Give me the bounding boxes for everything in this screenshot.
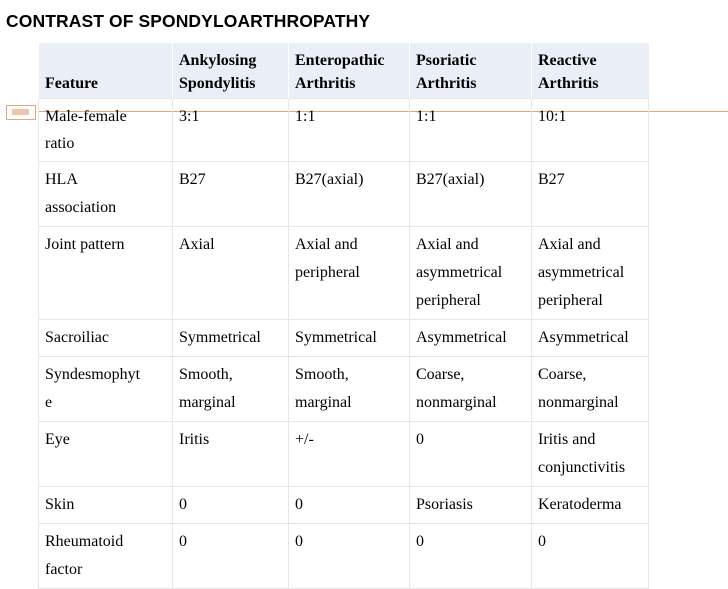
cell-text: 3:1: [179, 108, 200, 125]
table-row: [39, 162, 649, 227]
table-cell: [410, 227, 532, 320]
table-cell: [532, 162, 649, 227]
cell-text: 0: [295, 496, 303, 513]
cell-text: 1:1: [295, 108, 316, 125]
column-header: [532, 43, 649, 99]
cell-text: peripheral: [416, 292, 481, 309]
table-cell: [289, 487, 410, 524]
cell-text: +/-: [295, 431, 314, 448]
table-cell: [532, 227, 649, 320]
cell-text: HLA: [45, 171, 78, 188]
table-cell: [410, 487, 532, 524]
comparison-table: [38, 43, 649, 589]
column-header-text: Spondylitis: [179, 75, 256, 92]
cell-text: B27(axial): [416, 171, 485, 188]
slide-title: CONTRAST OF SPONDYLOARTHROPATHY: [6, 11, 371, 31]
cell-text: peripheral: [295, 264, 360, 281]
cell-text: Asymmetrical: [416, 329, 507, 346]
table-row: [39, 422, 649, 487]
cell-text: Coarse,: [538, 366, 587, 383]
cell-text: marginal: [295, 394, 352, 411]
cell-text: asymmetrical: [416, 264, 503, 281]
cell-text: 0: [179, 496, 187, 513]
cell-text: e: [45, 394, 53, 411]
table-cell: [410, 524, 532, 589]
column-header: [173, 43, 289, 99]
feature-cell: [39, 487, 173, 524]
table-cell: [289, 162, 410, 227]
cell-text: Symmetrical: [295, 329, 377, 346]
cell-text: Male-female: [45, 108, 127, 125]
column-header-text: Psoriatic: [416, 52, 477, 69]
column-header: [39, 43, 173, 99]
cell-text: Keratoderma: [538, 496, 622, 513]
table-cell: [289, 320, 410, 357]
table-row: [39, 320, 649, 357]
header-row: [39, 43, 649, 99]
table-cell: [289, 357, 410, 422]
cell-text: 0: [416, 431, 424, 448]
cell-text: Iritis and: [538, 431, 596, 448]
table-cell: [532, 487, 649, 524]
table-cell: [173, 357, 289, 422]
cell-text: nonmarginal: [538, 394, 619, 411]
table-row: [39, 357, 649, 422]
table-cell: [289, 227, 410, 320]
column-header-text: Reactive: [538, 52, 597, 69]
feature-cell: [39, 524, 173, 589]
cell-text: 1:1: [416, 108, 437, 125]
table-cell: [289, 524, 410, 589]
cell-text: Syndesmophyt: [45, 366, 141, 383]
cell-text: marginal: [179, 394, 236, 411]
column-header-text: Arthritis: [416, 75, 477, 92]
feature-cell: [39, 227, 173, 320]
column-header: [289, 43, 410, 99]
table-cell: [173, 422, 289, 487]
table-cell: [410, 99, 532, 162]
table-cell: [173, 162, 289, 227]
cell-text: Axial and: [538, 236, 601, 253]
cell-text: Axial and: [416, 236, 479, 253]
cell-text: 0: [538, 533, 546, 550]
table-cell: [410, 422, 532, 487]
column-header-text: Enteropathic: [295, 52, 385, 69]
table-cell: [410, 320, 532, 357]
cell-text: 10:1: [538, 108, 567, 125]
table-cell: [532, 422, 649, 487]
cell-text: factor: [45, 561, 83, 578]
feature-cell: [39, 162, 173, 227]
cell-text: asymmetrical: [538, 264, 625, 281]
cell-text: Symmetrical: [179, 329, 261, 346]
table-cell: [173, 524, 289, 589]
accent-bullet-box: [6, 105, 36, 120]
table-row: [39, 99, 649, 162]
cell-text: Smooth,: [179, 366, 233, 383]
table-cell: [173, 227, 289, 320]
cell-text: B27: [179, 171, 206, 188]
cell-text: Psoriasis: [416, 496, 473, 513]
cell-text: Axial and: [295, 236, 358, 253]
table-cell: [532, 320, 649, 357]
table-cell: [173, 320, 289, 357]
table-cell: [532, 99, 649, 162]
table-cell: [173, 99, 289, 162]
feature-cell: [39, 99, 173, 162]
cell-text: Sacroiliac: [45, 329, 109, 346]
table-body: [39, 99, 649, 589]
table-cell: [289, 99, 410, 162]
cell-text: Iritis: [179, 431, 210, 448]
table-cell: [410, 357, 532, 422]
cell-text: B27(axial): [295, 171, 364, 188]
cell-text: association: [45, 199, 117, 216]
cell-text: ratio: [45, 135, 75, 152]
cell-text: Axial: [179, 236, 215, 253]
feature-cell: [39, 422, 173, 487]
cell-text: conjunctivitis: [538, 459, 626, 476]
column-header-text: Arthritis: [538, 75, 599, 92]
column-header-text: Feature: [45, 75, 99, 92]
cell-text: Coarse,: [416, 366, 465, 383]
cell-text: 0: [416, 533, 424, 550]
feature-cell: [39, 357, 173, 422]
table-cell: [532, 524, 649, 589]
column-header: [410, 43, 532, 99]
table-cell: [532, 357, 649, 422]
table-row: [39, 487, 649, 524]
table-row: [39, 227, 649, 320]
table-cell: [410, 162, 532, 227]
cell-text: nonmarginal: [416, 394, 497, 411]
cell-text: Rheumatoid: [45, 533, 124, 550]
table-cell: [289, 422, 410, 487]
cell-text: peripheral: [538, 292, 603, 309]
table-row: [39, 524, 649, 589]
cell-text: Skin: [45, 496, 75, 513]
column-header-text: Arthritis: [295, 75, 356, 92]
feature-cell: [39, 320, 173, 357]
cell-text: Joint pattern: [45, 236, 125, 253]
cell-text: Smooth,: [295, 366, 349, 383]
cell-text: 0: [179, 533, 187, 550]
cell-text: 0: [295, 533, 303, 550]
cell-text: B27: [538, 171, 565, 188]
column-header-text: Ankylosing: [179, 52, 257, 69]
cell-text: Asymmetrical: [538, 329, 629, 346]
cell-text: Eye: [45, 431, 70, 448]
table-cell: [173, 487, 289, 524]
